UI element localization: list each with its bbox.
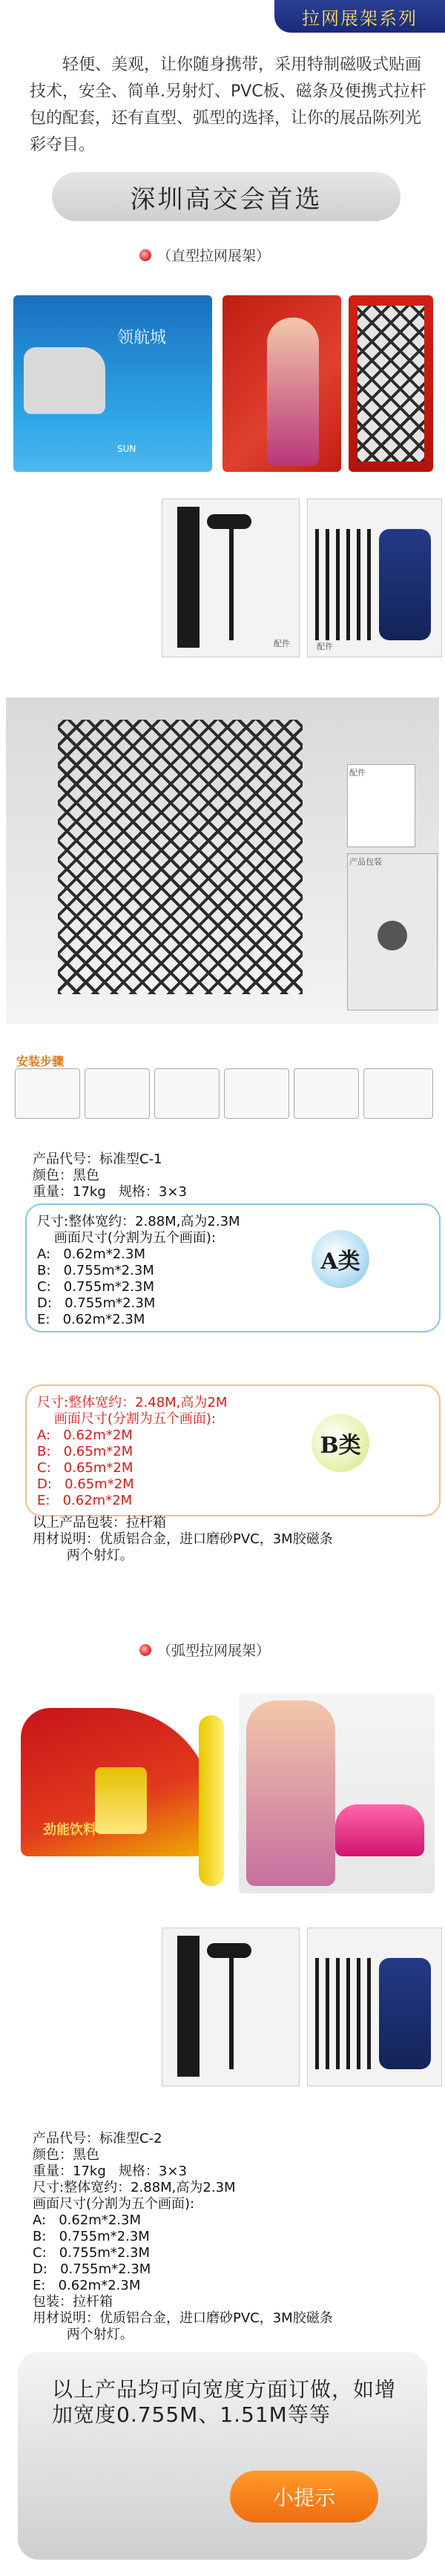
- model-portrait-icon: [246, 1701, 335, 1886]
- spec2-line: 包装：拉杆箱: [33, 2294, 113, 2310]
- arc-title-text: （弧型拉网展架）: [157, 1643, 271, 1659]
- accessory-photo-1: [162, 499, 300, 657]
- spec-box-a: [25, 1203, 441, 1333]
- box-b-row: D: 0.65m*2M: [37, 1476, 134, 1492]
- spec2-block: [33, 2131, 333, 2343]
- blue-display-photo: [13, 295, 212, 472]
- frame-structure-photo: [6, 697, 439, 1024]
- straight-section-title: [139, 245, 270, 265]
- model-figure-icon: [267, 318, 319, 466]
- spec2-line: 产品代号：标准型C-2: [33, 2131, 162, 2146]
- box-b-row: C: 0.65m*2M: [37, 1460, 134, 1476]
- drink-can-icon: [95, 1767, 147, 1834]
- spec2-line: B: 0.755m*2.3M: [33, 2229, 150, 2244]
- spec2-line: 颜色：黑色: [33, 2147, 99, 2163]
- steps-label: 安装步骤: [16, 1054, 65, 1068]
- red-display-photo: [222, 295, 341, 472]
- spec2-line: 两个射灯。: [33, 2327, 134, 2342]
- step-3: [154, 1068, 220, 1119]
- tip-text: 以上产品均可向宽度方面订做，如增加宽度0.755M、1.51M等等: [52, 2377, 397, 2427]
- arc-roll-icon: [199, 1715, 224, 1886]
- arc-red-display-photo: [13, 1686, 236, 1901]
- arc-accessory-photo-1: [162, 1928, 300, 2086]
- red-dot-icon: [139, 1644, 151, 1656]
- step-2: [85, 1068, 150, 1119]
- box-a-row: E: 0.62m*2.3M: [37, 1312, 145, 1327]
- accessory-label-2: 配件: [317, 642, 333, 651]
- red-dot-icon: [139, 249, 151, 261]
- intro-paragraph: 轻便、美观，让你随身携带，采用特制磁吸式贴画技术，安全、简单.另射灯、PVC板、磁条及便携式拉杆包的配套，还有直型、弧型的选择，让你的展品陈列光彩夺目。: [30, 56, 426, 154]
- pink-car-icon: [335, 1804, 424, 1856]
- detail-inset-2: 产品包装: [347, 853, 438, 1011]
- box-a-sub: 画面尺寸(分割为五个画面):: [37, 1230, 216, 1246]
- accessory-photo-2: [307, 499, 442, 657]
- arc-section-title: [139, 1640, 270, 1660]
- box-b-row: A: 0.62m*2M: [37, 1427, 133, 1443]
- highlight-banner: 深圳高交会首选: [52, 172, 400, 221]
- spec-box-b: [25, 1384, 441, 1517]
- box-a-size: 尺寸:整体宽约：2.88M,高为2.3M: [37, 1214, 240, 1229]
- header-ribbon: 拉网展架系列: [274, 0, 445, 33]
- box-b-size: 尺寸:整体宽约：2.48M,高为2M: [37, 1395, 228, 1410]
- spec2-line: A: 0.62m*2.3M: [33, 2212, 141, 2228]
- box-b-sub: 画面尺寸(分割为五个画面):: [37, 1411, 216, 1427]
- box-a-row: A: 0.62m*2.3M: [37, 1246, 145, 1262]
- badge-a: A类: [312, 1230, 369, 1288]
- pack1-pack: 以上产品包装：拉杆箱: [33, 1515, 166, 1531]
- frame-grid-icon: [357, 306, 424, 461]
- detail-inset-1: 配件: [347, 764, 415, 847]
- blue-slogan: 领航城: [117, 329, 167, 347]
- step-5: [294, 1068, 359, 1119]
- step-6: [363, 1068, 433, 1119]
- box-b-row: B: 0.65m*2M: [37, 1444, 134, 1459]
- arc-accessory-photo-2: [307, 1928, 442, 2086]
- spec2-line: E: 0.62m*2.3M: [33, 2278, 141, 2293]
- badge-b: B类: [312, 1414, 369, 1472]
- trolley-bag-icon: [379, 1958, 431, 2069]
- frame-display-photo: [349, 295, 433, 472]
- box-b-row: E: 0.62m*2M: [37, 1493, 133, 1508]
- drink-slogan: 劲能饮料: [43, 1822, 96, 1838]
- step-4: [224, 1068, 289, 1119]
- car-icon: [24, 347, 105, 414]
- box-a-row: B: 0.755m*2.3M: [37, 1263, 154, 1278]
- spec1-color: 颜色：黑色: [33, 1168, 99, 1183]
- blue-brand: SUN: [117, 444, 136, 454]
- pack1-material2: 两个射灯。: [33, 1548, 134, 1563]
- spec1-weight: 重量：17kg 规格：3×3: [33, 1184, 187, 1200]
- spec2-line: 画面尺寸(分割为五个画面):: [33, 2196, 195, 2212]
- spec2-line: 重量：17kg 规格：3×3: [33, 2163, 187, 2179]
- step-1: [15, 1068, 80, 1119]
- tip-button[interactable]: 小提示: [230, 2471, 378, 2523]
- spec2-line: 用材说明：优质铝合金，进口磨砂PVC，3M胶磁条: [33, 2310, 333, 2326]
- pack1-block: [33, 1515, 333, 1564]
- trolley-bag-icon: [379, 529, 431, 640]
- spec2-line: D: 0.755m*2.3M: [33, 2261, 151, 2277]
- spec2-line: 尺寸:整体宽约：2.88M,高为2.3M: [33, 2180, 236, 2195]
- spec1-block: [33, 1151, 187, 1200]
- spec2-line: C: 0.755m*2.3M: [33, 2245, 151, 2261]
- box-a-row: D: 0.755m*2.3M: [37, 1295, 156, 1311]
- arc-pink-display-photo: [239, 1693, 435, 1893]
- accessory-label-1: 配件: [274, 639, 290, 648]
- spec1-code: 产品代号：标准型C-1: [33, 1151, 162, 1167]
- frame-structure-icon: [58, 720, 303, 994]
- box-a-row: C: 0.755m*2.3M: [37, 1279, 155, 1295]
- pack1-material: 用材说明：优质铝合金，进口磨砂PVC，3M胶磁条: [33, 1531, 333, 1547]
- straight-title-text: （直型拉网展架）: [157, 248, 271, 264]
